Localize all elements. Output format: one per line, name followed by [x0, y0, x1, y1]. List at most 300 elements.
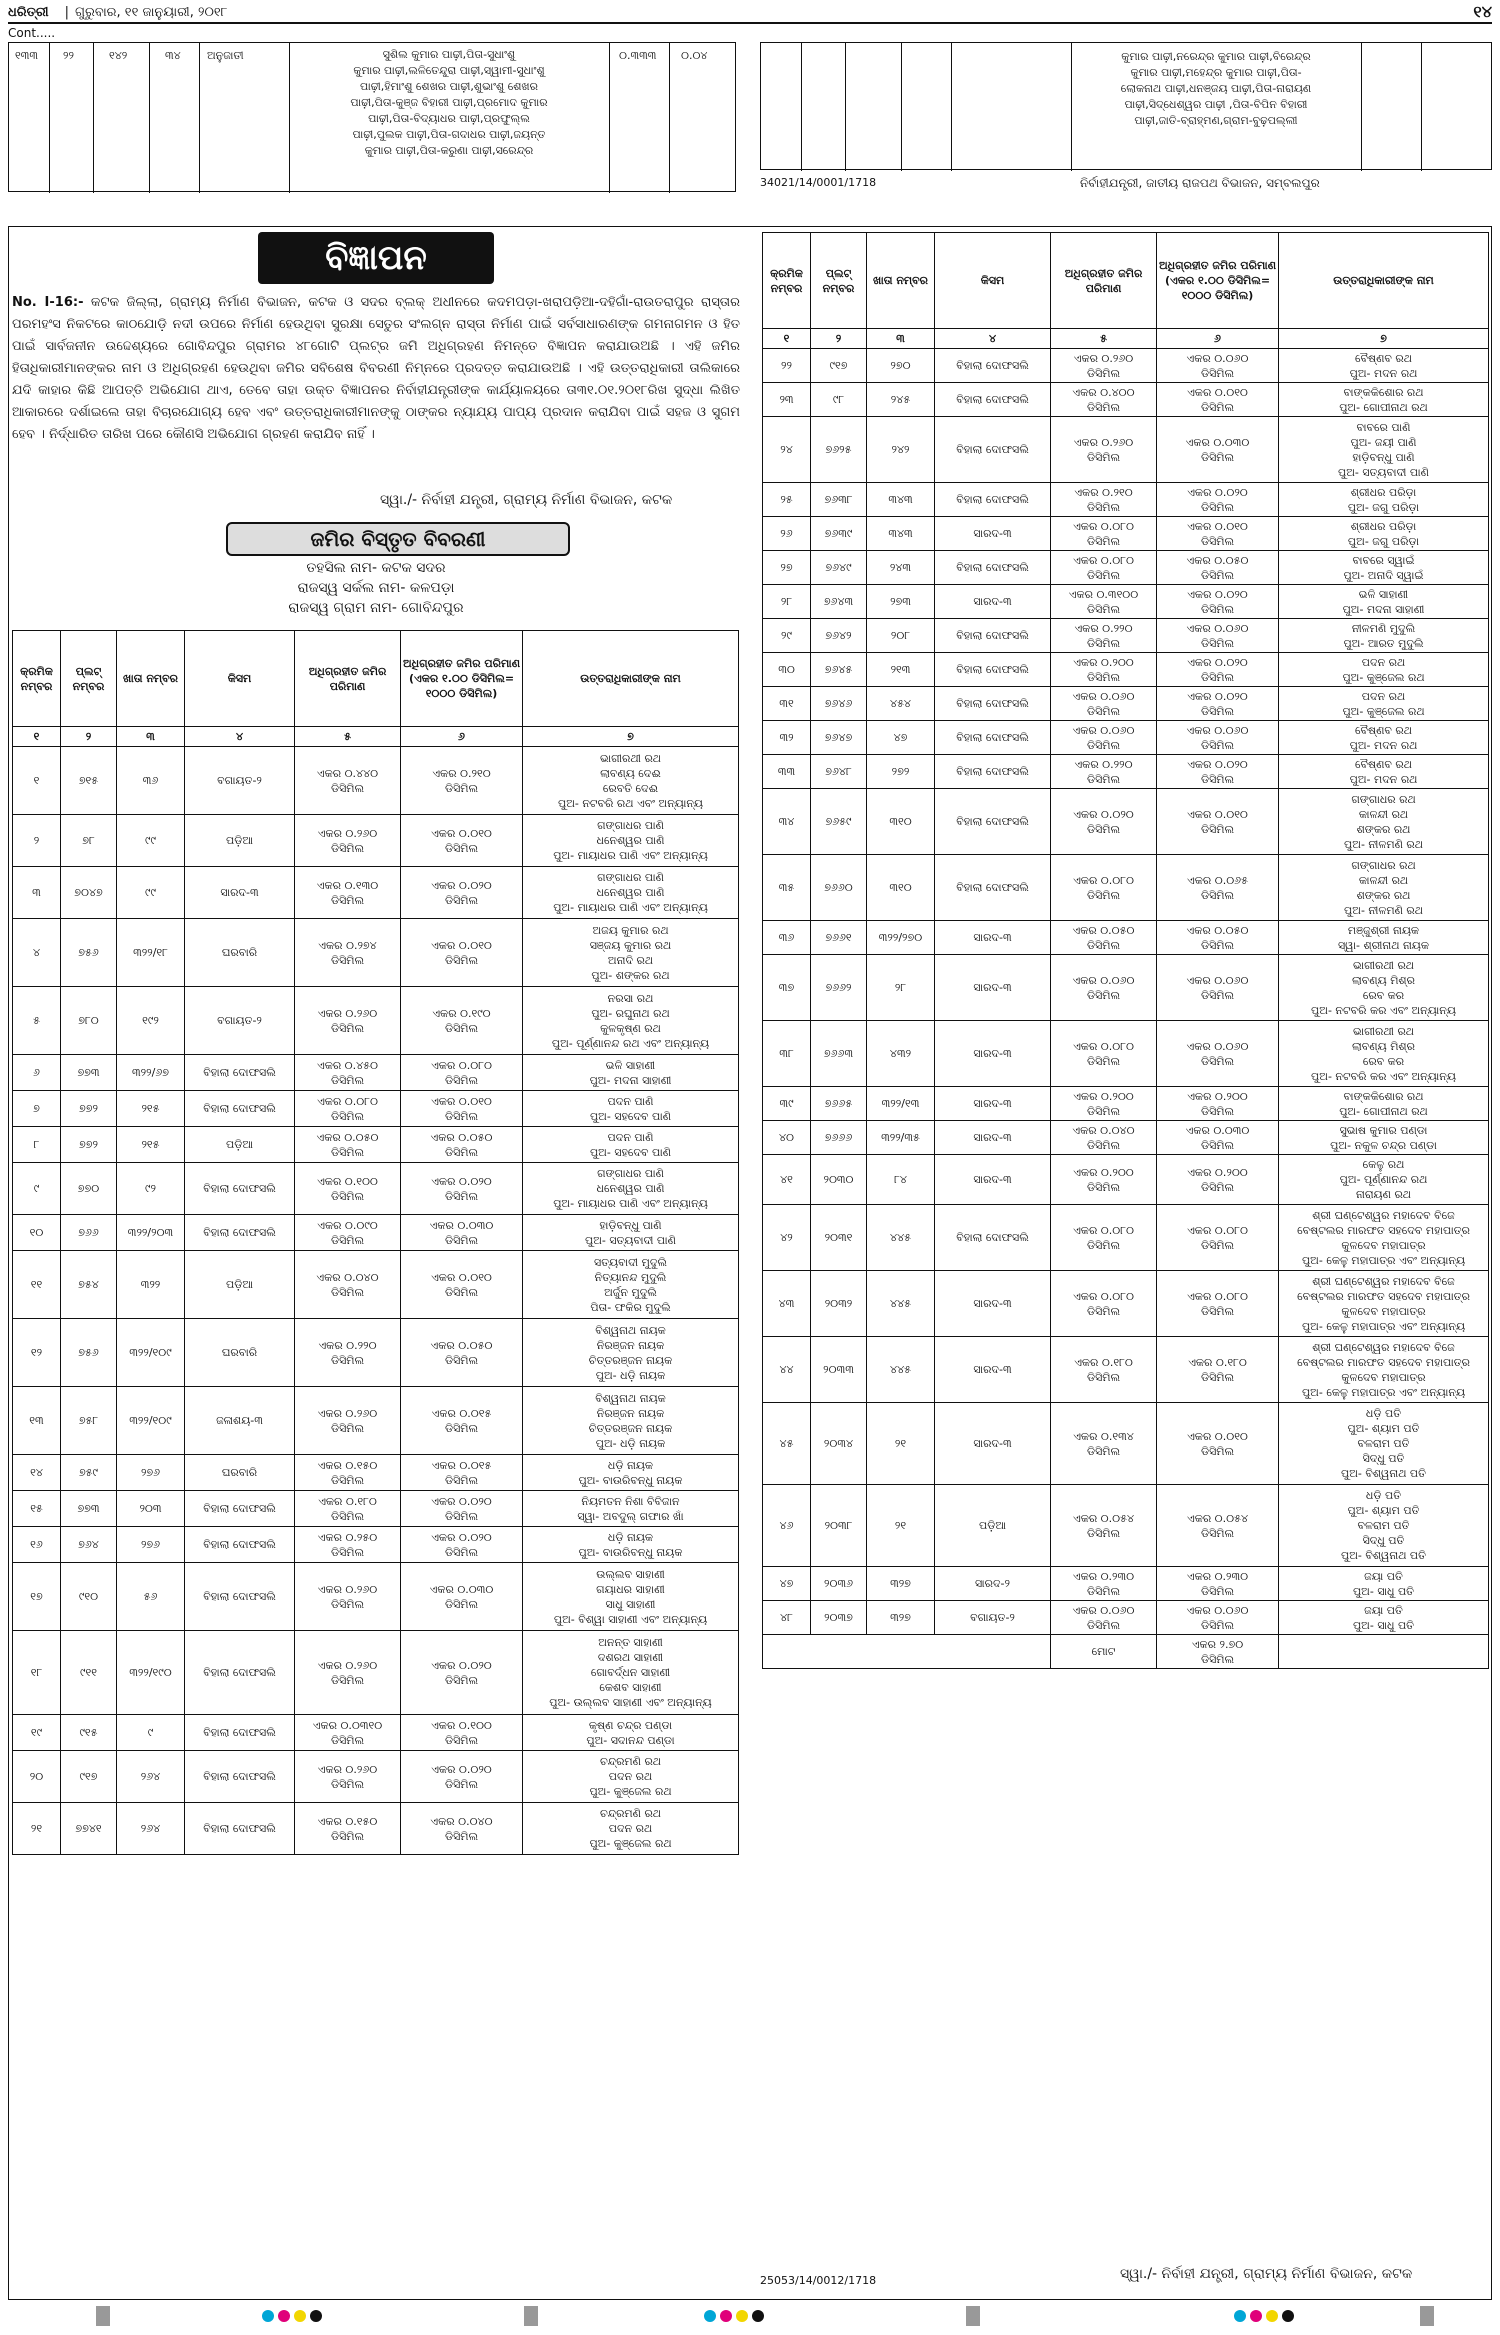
area-value: ଏକର ୦.୦୮୦ — [1073, 553, 1134, 567]
table-row — [763, 855, 1489, 921]
table-row — [13, 1527, 739, 1563]
khata-cell: ୩୨୨/୬୭ — [117, 1055, 185, 1091]
heir-name: କୁଳଦେବ ମହାପାତ୍ର — [1341, 1238, 1426, 1252]
col-number: ୨ — [61, 727, 117, 747]
kisam-cell: ସାରଦ-୩ — [935, 517, 1051, 551]
heir-name: ପୁଅ- ଧଡ଼ି ନାୟକ — [595, 1436, 666, 1450]
area-unit: ଡିସିମିଲ — [330, 781, 365, 795]
khata-cell: ୩୨୨/୧୩ — [867, 1087, 935, 1121]
table-row — [763, 1021, 1489, 1087]
heirs-cell — [523, 919, 739, 987]
heir-name: ବଳରାମ ପତି — [1357, 1519, 1410, 1532]
serial-cell: ୩୫ — [763, 855, 811, 921]
area-unit: ଡିସିମିଲ — [1086, 1054, 1121, 1068]
plot-cell: ୭୬୬୬ — [811, 1121, 867, 1155]
color-bar — [704, 2310, 764, 2322]
serial-cell: ୩ — [13, 867, 61, 919]
name-line: ଲୋକନାଥ ପାଢ଼ୀ,ଧନଞ୍ଜୟ ପାଢ଼ୀ,ପିତା-ନାରାୟଣ — [1120, 82, 1312, 95]
table-row — [13, 1387, 739, 1455]
name-line: ପାଢ଼ୀ,ଜାତି-ବ୍ରାହ୍ମଣ,ଗ୍ରାମ-ବୁଢ଼ପଲ୍ଲୀ — [1134, 114, 1298, 127]
name-line: କୁମାର ପାଢ଼ୀ,ମହେନ୍ଦ୍ର କୁମାର ପାଢ଼ୀ,ପିତା- — [1130, 66, 1302, 79]
table-row — [763, 349, 1489, 383]
heir-name: ବୈଷ୍ଣବ ରଥ — [1354, 757, 1412, 771]
col-header-acquired-area: ଅଧିଗ୍ରହୀତ ଜମିର ପରିମାଣ (ଏକର ୧.୦୦ ଡିସିମିଲ= ୧୦୦୦ ଡିସିମିଲ) — [401, 631, 523, 727]
cell-sl: ୧୩୩ — [15, 49, 39, 62]
heir-name: ପୁଅ- ଆରତ ମୁଦୁଲି — [1343, 636, 1424, 650]
area-unit: ଡିସିମିଲ — [1086, 534, 1121, 548]
kisam-cell: ବିହାଲା ଦୋଫସଲି — [935, 619, 1051, 653]
area-cell — [1051, 653, 1157, 687]
heirs-cell — [1279, 1087, 1489, 1121]
name-line: ପାଢ଼ୀ,ସିଦ୍ଧେଶ୍ୱର ପାଢ଼ୀ ,ପିତା-ବିପିନ ବିହାରୀ — [1124, 98, 1308, 111]
acquired-area-cell — [401, 1751, 523, 1803]
area-unit: ଡିସିମିଲ — [330, 1597, 365, 1611]
plot-cell: ୯୧୦ — [61, 1563, 117, 1631]
table-row — [763, 789, 1489, 855]
heir-name: ସାଧୁ ସାହାଣୀ — [605, 1597, 656, 1611]
serial-cell: ୨୧ — [13, 1803, 61, 1855]
acquired-area-cell — [1157, 417, 1279, 483]
area-unit: ଡିସିମିଲ — [1086, 450, 1121, 464]
khata-cell: ୨୧୫ — [117, 1127, 185, 1163]
area-value: ଏକର ୦.୦୮୦ — [1187, 1223, 1248, 1237]
khata-cell: ୫୬ — [117, 1563, 185, 1631]
table-row — [763, 921, 1489, 955]
area-cell — [1051, 1021, 1157, 1087]
area-value: ଏକର ୦.୨୦୦ — [1187, 1165, 1248, 1179]
acquired-area-cell — [1157, 483, 1279, 517]
table-row — [763, 955, 1489, 1021]
area-cell — [1051, 619, 1157, 653]
signature-top: ନିର୍ବାହୀଯନ୍ତ୍ରୀ, ଜାତୀୟ ରାଜପଥ ବିଭାଜନ, ସମ୍ବଲପୁର — [1080, 176, 1320, 190]
heir-name: ଧଡ଼ି ନାୟକ — [607, 1530, 654, 1544]
heir-name: ପୁଅ- ବାଉରିବନ୍ଧୁ ନାୟକ — [578, 1473, 683, 1487]
acquired-area-cell — [1157, 755, 1279, 789]
plot-cell: ୭୫୮ — [61, 1387, 117, 1455]
heir-name: ଚିତ୍ତରଞ୍ଜନ ନାୟକ — [588, 1421, 673, 1435]
area-cell — [1051, 1271, 1157, 1337]
name-line: ପାଢ଼ୀ,ପିତା-କୁଞ୍ଜ ବିହାରୀ ପାଢ଼ୀ,ପ୍ରମୋଦ କୁମାର — [350, 96, 548, 109]
area-value: ଏକର ୦.୨୬୦ — [317, 1658, 378, 1672]
area-cell — [1051, 585, 1157, 619]
area-unit: ଡିସିମିଲ — [1086, 1370, 1121, 1384]
area-value: ଏକର ୦.୧୩୦ — [316, 878, 379, 892]
area-value: ଏକର ୦.୦୧୦ — [431, 826, 492, 840]
col-header-plot: ପ୍ଲଟ୍ ନମ୍ବର — [61, 631, 117, 727]
area-value: ଏକର ୦.୧୮୦ — [1188, 1355, 1247, 1369]
area-unit: ଡିସିମିଲ — [1200, 704, 1235, 718]
name-line: ପାଢ଼ୀ,ପିତା-ବିଦ୍ୟାଧର ପାଢ଼ୀ,ପ୍ରଫୁଲ୍ଲ — [368, 112, 530, 125]
acquired-area-cell — [401, 1163, 523, 1215]
heirs-cell — [523, 1527, 739, 1563]
kisam-cell: ବିହାଲା ଦୋଫସଲି — [935, 417, 1051, 483]
area-cell — [1051, 349, 1157, 383]
heir-name: ନାରାୟଣ ରଥ — [1355, 1188, 1412, 1201]
cell-area2: ୦.୦୪ — [681, 49, 708, 62]
area-cell — [295, 1491, 401, 1527]
acquired-area-cell — [1157, 1121, 1279, 1155]
heir-name: ଚନ୍ଦ୍ରମଣି ରଥ — [599, 1807, 662, 1820]
khata-cell: ୪୪୫ — [867, 1205, 935, 1271]
acquired-area-cell — [401, 1631, 523, 1715]
heir-name: ପୁଅ- ସହଦେବ ପାଣି — [589, 1145, 672, 1159]
heirs-cell — [1279, 687, 1489, 721]
heir-name: ଲାବଣ୍ୟ ମିଶ୍ର — [1352, 1039, 1415, 1053]
kisam-cell: ବିହାଲା ଦୋଫସଲି — [935, 789, 1051, 855]
area-unit: ଡିସିମିଲ — [444, 1777, 479, 1791]
heir-name: ଦଶରଥ ସାହାଣୀ — [597, 1651, 664, 1664]
acquired-area-cell — [401, 1491, 523, 1527]
area-unit: ଡିସିମିଲ — [1086, 822, 1121, 836]
area-unit: ଡିସିମିଲ — [1200, 450, 1235, 464]
area-unit: ଡିସିମିଲ — [1200, 500, 1235, 514]
magenta-dot — [1250, 2310, 1262, 2322]
heir-name: ପୁଅ- ସତ୍ୟବାଦୀ ପାଣି — [1338, 465, 1429, 479]
heir-name: ଅନାଦି ରଥ — [607, 953, 654, 967]
plot-cell: ୯୧୫ — [61, 1715, 117, 1751]
area-unit: ଡିସିମିଲ — [330, 1421, 365, 1435]
heir-name: କାଳନ୍ଦୀ ରଥ — [1358, 807, 1409, 821]
area-value: ଏକର ୦.୦୬୦ — [1072, 1603, 1135, 1617]
area-value: ଏକର ୦.୦୫୦ — [1186, 553, 1249, 567]
area-cell — [295, 919, 401, 987]
ad-ref-top: 34021/14/0001/1718 — [760, 176, 877, 189]
plot-cell: ୨୦୩୧ — [811, 1205, 867, 1271]
acquired-area-cell — [1157, 653, 1279, 687]
heir-name: ପୁଅ- ବିଶ୍ୱନାଥ ପତି — [1340, 1549, 1426, 1562]
col-header-names: ଉତ୍ତରାଧିକାରୀଙ୍କ ନାମ — [523, 631, 739, 727]
heir-name: ପୁଅ- କୁଞ୍ଜେଲ ରଥ — [589, 1837, 672, 1850]
area-cell — [1051, 483, 1157, 517]
kisam-cell: ବିହାଲା ଦୋଫସଲି — [185, 1751, 295, 1803]
heir-name: ଭଳି ସାହାଣୀ — [1358, 587, 1409, 601]
heir-name: କେଳୁ ରଥ — [1362, 1158, 1405, 1171]
area-unit: ଡିସିମିଲ — [1086, 1584, 1121, 1598]
area-value: ଏକର ୦.୪୫୦ — [316, 1058, 379, 1072]
plot-cell: ୭୭୪୧ — [61, 1803, 117, 1855]
continued-table-right — [760, 42, 1492, 170]
col-header-serial: କ୍ରମିକ ନମ୍ବର — [13, 631, 61, 727]
area-value: ଏକର ୦.୦୧୦ — [1187, 519, 1248, 533]
col-number: ୩ — [117, 727, 185, 747]
heir-name: ପୁଅ- ମଦନା ସାହାଣୀ — [589, 1073, 672, 1087]
area-value: ଏକର ୦.୦୧୫ — [431, 1458, 492, 1472]
khata-cell: ୩୪୩ — [867, 517, 935, 551]
heir-name: ପୁଅ- ଜଗୁ ପରିଡ଼ା — [1347, 500, 1420, 514]
heirs-cell — [523, 1751, 739, 1803]
notice-title: ବିଜ୍ଞାପନ — [258, 232, 494, 284]
col-header-khata: ଖାତା ନମ୍ବର — [867, 233, 935, 329]
area-unit: ଡିସିମିଲ — [1086, 1180, 1121, 1194]
acquired-area-cell — [401, 815, 523, 867]
area-unit: ଡିସିମିଲ — [1086, 938, 1121, 952]
area-value: ଏକର ୦.୦୫୦ — [316, 1130, 379, 1144]
area-cell — [295, 1163, 401, 1215]
area-unit: ଡିସିମିଲ — [1200, 1584, 1235, 1598]
area-value: ଏକର ୦.୦୬୦ — [1072, 723, 1135, 737]
heir-name: ବାବରେ ପାଣି — [1356, 420, 1411, 434]
kisam-cell: ସାରଦ-୩ — [935, 1403, 1051, 1485]
plot-cell: ୭୬୪୫ — [811, 653, 867, 687]
area-unit: ଡିସିମିଲ — [1086, 888, 1121, 902]
heir-name: ବିଶ୍ୱନାଥ ନାୟକ — [595, 1323, 666, 1337]
area-value: ଏକର ୦.୧୫୦ — [317, 1814, 378, 1828]
area-value: ଏକର ୦.୦୩୧୦ — [312, 1718, 383, 1732]
area-value: ଏକର ୦.୦୨୦ — [1187, 689, 1248, 703]
acquired-area-cell — [1157, 1155, 1279, 1205]
acquired-area-cell — [401, 1127, 523, 1163]
khata-cell: ୩୨୭ — [867, 1567, 935, 1601]
area-unit: ଡିସିମିଲ — [444, 893, 479, 907]
table-row — [763, 1205, 1489, 1271]
area-value: ଏକର ୦.୨୦୦ — [1073, 1165, 1134, 1179]
area-unit: ଡିସିମିଲ — [1200, 1304, 1235, 1318]
area-unit: ଡିସିମିଲ — [444, 1233, 479, 1247]
area-unit: ଡିସିମିଲ — [1200, 1180, 1235, 1194]
khata-cell: ୩୬ — [117, 747, 185, 815]
table-row — [13, 1803, 739, 1855]
heir-name: ନୀଳମଣି ମୁଦୁଲି — [1351, 621, 1416, 635]
area-value: ଏକର ୦.୦୨୦ — [1187, 655, 1248, 669]
heir-name: ବାଙ୍କକିଶୋର ରଥ — [1343, 1089, 1424, 1103]
heirs-cell — [523, 1163, 739, 1215]
heir-name: ହାଡ଼ିବନ୍ଧୁ ପାଣି — [599, 1218, 662, 1232]
area-value: ଏକର ୦.୦୨୦ — [1187, 485, 1248, 499]
table-row — [13, 987, 739, 1055]
table-row — [13, 1631, 739, 1715]
area-cell — [295, 1251, 401, 1319]
col-number: ୧ — [763, 329, 811, 349]
area-value: ଏକର ୦.୦୮୦ — [1073, 873, 1134, 887]
table-row — [13, 1251, 739, 1319]
area-value: ଏକର ୦.୨୩୦ — [1072, 1569, 1135, 1583]
col-header-area: ଅଧିଗ୍ରହୀତ ଜମିର ପରିମାଣ — [1051, 233, 1157, 329]
acquired-area-cell — [401, 1563, 523, 1631]
black-dot — [310, 2310, 322, 2322]
table-row — [13, 815, 739, 867]
serial-cell: ୪୫ — [763, 1403, 811, 1485]
ad-ref-bottom: 25053/14/0012/1718 — [760, 2274, 877, 2287]
table-row — [13, 1751, 739, 1803]
col-header-names: ଉତ୍ତରାଧିକାରୀଙ୍କ ନାମ — [1279, 233, 1489, 329]
heir-name: ହାଡ଼ିବନ୍ଧୁ ପାଣି — [1352, 450, 1415, 464]
acquired-area-cell — [1157, 383, 1279, 417]
area-cell — [295, 1127, 401, 1163]
serial-cell: ୮ — [13, 1127, 61, 1163]
area-unit: ଡିସିମିଲ — [1200, 670, 1235, 684]
khata-cell: ୯୨ — [117, 1163, 185, 1215]
kisam-cell: ବିହାଲା ଦୋଫସଲି — [185, 1631, 295, 1715]
serial-cell: ୧୯ — [13, 1715, 61, 1751]
plot-cell: ୭୭୨ — [61, 1127, 117, 1163]
khata-cell: ୪୭ — [867, 721, 935, 755]
plot-cell: ୭୬୪ — [61, 1527, 117, 1563]
kisam-cell: ବିହାଲା ଦୋଫସଲି — [935, 349, 1051, 383]
acquired-area-cell — [1157, 1337, 1279, 1403]
area-value: ଏକର ୦.୧୮୦ — [318, 1494, 377, 1508]
heir-name: ପୁଅ- ସଦାନନ୍ଦ ପଣ୍ଡା — [586, 1733, 675, 1747]
kisam-cell: ବିହାଲା ଦୋଫସଲି — [185, 1163, 295, 1215]
area-unit: ଡିସିମିଲ — [444, 1353, 479, 1367]
notice-body — [12, 292, 740, 446]
area-cell — [1051, 551, 1157, 585]
heir-name: ଧଡ଼ି ପତି — [1365, 1407, 1402, 1420]
heir-name: ଭାଗୀରଥୀ ରଥ — [1352, 958, 1415, 972]
area-value: ଏକର ୦.୨୭୪ — [318, 938, 377, 952]
kisam-cell: ଘରବାରି — [185, 919, 295, 987]
heirs-cell — [1279, 1271, 1489, 1337]
acquired-area-cell — [401, 867, 523, 919]
magenta-dot — [720, 2310, 732, 2322]
heirs-cell — [523, 1715, 739, 1751]
heir-name: ଗଙ୍ଗାଧର ପାଣି — [597, 1167, 664, 1180]
area-value: ଏକର ୦.୦୮୦ — [431, 1058, 492, 1072]
serial-cell: ୨ — [13, 815, 61, 867]
khata-cell: ୪୪୫ — [867, 1271, 935, 1337]
serial-cell: ୨୨ — [763, 349, 811, 383]
plot-cell: ୭୭୦ — [61, 1163, 117, 1215]
registration-mark — [966, 2306, 980, 2326]
serial-cell: ୪୬ — [763, 1485, 811, 1567]
heirs-cell — [1279, 955, 1489, 1021]
table-row — [763, 653, 1489, 687]
area-value: ଏକର ୦.୦୬୦ — [1186, 723, 1249, 737]
heirs-cell — [523, 815, 739, 867]
khata-cell: ୩୧୦ — [867, 855, 935, 921]
heir-name: କୃଷ୍ଣ ଚନ୍ଦ୍ର ପଣ୍ଡା — [588, 1718, 673, 1732]
area-unit: ଡିସିମିଲ — [444, 1673, 479, 1687]
serial-cell: ୪୪ — [763, 1337, 811, 1403]
khata-cell: ୩୨୨/୨୦୩ — [117, 1215, 185, 1251]
serial-cell: ୧୧ — [13, 1251, 61, 1319]
area-unit: ଡିସିମିଲ — [1200, 1444, 1235, 1458]
name-line: ପାଢ଼ୀ,ପୁଲକ ପାଢ଼ୀ,ପିତା-ଗଦାଧର ପାଢ଼ୀ,ଜୟନ୍ତ — [352, 128, 546, 141]
plot-cell: ୭୬୬ — [61, 1215, 117, 1251]
registration-mark — [524, 2306, 538, 2326]
area-cell — [1051, 417, 1157, 483]
cell-names — [295, 47, 603, 159]
plot-cell: ୨୦୩୨ — [811, 1271, 867, 1337]
area-cell — [295, 1803, 401, 1855]
heir-name: ମଞ୍ଜୁଶ୍ରୀ ନାୟକ — [1347, 923, 1420, 937]
acquired-area-cell — [401, 919, 523, 987]
kisam-cell: ସାରଦ-୩ — [935, 585, 1051, 619]
kisam-cell: ବଗାୟତ-୨ — [935, 1601, 1051, 1635]
area-value: ଏକର ୦.୦୨୦ — [431, 1658, 492, 1672]
plot-cell: ୨୦୩୭ — [811, 1601, 867, 1635]
name-line: କୁମାର ପାଢ଼ୀ,ପିତା-କରୁଣା ପାଢ଼ୀ,ସରେନ୍ଦ୍ର — [364, 144, 534, 157]
heir-name: ପୁଅ- କେଳୁ ମହାପାତ୍ର ଏବଂ ଅନ୍ୟାନ୍ୟ — [1301, 1319, 1466, 1333]
plot-cell: ୨୦୩୮ — [811, 1485, 867, 1567]
heir-name: ପୁଅ- ଶଙ୍କର ରଥ — [591, 968, 670, 982]
heir-name: ପଦନ ରଥ — [608, 1770, 653, 1783]
acquired-area-cell — [401, 1091, 523, 1127]
heirs-cell — [1279, 619, 1489, 653]
registration-mark — [96, 2306, 110, 2326]
area-cell — [295, 1563, 401, 1631]
area-value: ଏକର ୦.୦୯୦ — [317, 1218, 378, 1232]
khata-cell: ୯୯ — [117, 815, 185, 867]
heir-name: ପଦନ ରଥ — [1361, 655, 1406, 669]
plot-cell: ୭୫୬ — [61, 919, 117, 987]
khata-cell: ୨୬୪ — [117, 1751, 185, 1803]
area-cell — [1051, 721, 1157, 755]
area-value: ଏକର ୦.୦୨୦ — [1187, 757, 1248, 771]
table-row — [13, 1163, 739, 1215]
area-value: ଏକର ୦.୦୬୦ — [1186, 973, 1249, 987]
area-unit: ଡିସିମିଲ — [1200, 938, 1235, 952]
area-value: ଏକର ୦.୧୦୦ — [317, 1174, 378, 1188]
heir-name: ସ୍ୱା- ଅବଦୁଲ୍ ଗଫାର ଖାଁ — [577, 1509, 684, 1523]
area-unit: ଡିସିମିଲ — [330, 1021, 365, 1035]
heirs-cell — [523, 1127, 739, 1163]
area-unit: ଡିସିମିଲ — [1200, 400, 1235, 414]
kisam-cell: ବଗାୟତ-୨ — [185, 987, 295, 1055]
plot-cell: ୭୬୪୭ — [811, 721, 867, 755]
area-unit: ଡିସିମିଲ — [444, 1473, 479, 1487]
area-unit: ଡିସିମିଲ — [444, 1829, 479, 1843]
kisam-cell: ସାରଦ-୩ — [185, 867, 295, 919]
heirs-cell — [1279, 417, 1489, 483]
heirs-cell — [1279, 483, 1489, 517]
heir-name: କୁଳକୃଷ୍ଣ ରଥ — [600, 1021, 661, 1035]
col-header-khata: ଖାତା ନମ୍ବର — [117, 631, 185, 727]
table-row — [13, 919, 739, 987]
table-row — [763, 585, 1489, 619]
heirs-cell — [523, 1387, 739, 1455]
heir-name: ଅନନ୍ତ ସାହାଣୀ — [598, 1636, 663, 1649]
col-number: ୧ — [13, 727, 61, 747]
area-value: ଏକର ୦.୨୧୦ — [432, 766, 491, 780]
heir-name: ପୁଅ- କେଳୁ ମହାପାତ୍ର ଏବଂ ଅନ୍ୟାନ୍ୟ — [1301, 1253, 1466, 1267]
serial-cell: ୪୭ — [763, 1567, 811, 1601]
area-unit: ଡିସିମିଲ — [330, 1073, 365, 1087]
heir-name: ଶ୍ରୀଧର ପରିଡ଼ା — [1350, 485, 1417, 499]
acquired-area-cell — [1157, 921, 1279, 955]
serial-cell: ୧ — [13, 747, 61, 815]
heir-name: ପୁଅ- ନୀଳମଣି ରଥ — [1344, 903, 1423, 917]
land-details-title: ଜମିର ବିସ୍ତୃତ ବିବରଣୀ — [226, 522, 570, 556]
color-bar — [1234, 2310, 1294, 2322]
heir-name: ବେଷ୍ଟଲର ମାରଫତ ସହଦେବ ମହାପାତ୍ର — [1297, 1355, 1470, 1369]
serial-cell: ୪୨ — [763, 1205, 811, 1271]
area-value: ଏକର ୦.୨୫୦ — [317, 1530, 378, 1544]
heirs-cell — [523, 1319, 739, 1387]
acquired-area-cell — [1157, 349, 1279, 383]
area-value: ଏକର ୦.୨୬୦ — [1073, 435, 1134, 449]
khata-cell: ୩୪୩ — [867, 483, 935, 517]
col-number: ୬ — [1157, 329, 1279, 349]
area-cell — [295, 1527, 401, 1563]
area-value: ଏକର ୦.୨୧୦ — [1074, 485, 1133, 499]
table-row — [763, 1403, 1489, 1485]
heirs-cell — [1279, 855, 1489, 921]
heir-name: ଗଙ୍ଗାଧର ରଥ — [1351, 792, 1416, 806]
heir-name: ସିଦ୍ଧୁ ପତି — [1362, 1452, 1405, 1465]
area-unit: ଡିସିମିଲ — [1086, 1618, 1121, 1632]
area-value: ଏକର ୦.୦୫୪ — [1072, 1511, 1135, 1525]
heir-name: ସ୍ୱା- ଶ୍ରୀନାଥ ନାୟକ — [1338, 938, 1429, 952]
col-header-kisam: କିସମ — [935, 233, 1051, 329]
heir-name: ପୁଅ- ନଟବରି ରଥ ଏବଂ ଅନ୍ୟାନ୍ୟ — [557, 796, 704, 810]
kisam-cell: ବିହାଲା ଦୋଫସଲି — [185, 1563, 295, 1631]
area-value: ଏକର ୦.୧୩୪ — [1073, 1429, 1134, 1443]
cell-khata: ୧୪୨ — [109, 49, 128, 62]
heir-name: ପୁଅ- ସାଧୁ ପତି — [1352, 1584, 1415, 1598]
area-unit: ଡିସିମିଲ — [330, 1733, 365, 1747]
area-value: ଏକର ୦.୨୬୦ — [1073, 351, 1134, 365]
cell-area1: ୦.୩୩୩ — [619, 49, 657, 62]
